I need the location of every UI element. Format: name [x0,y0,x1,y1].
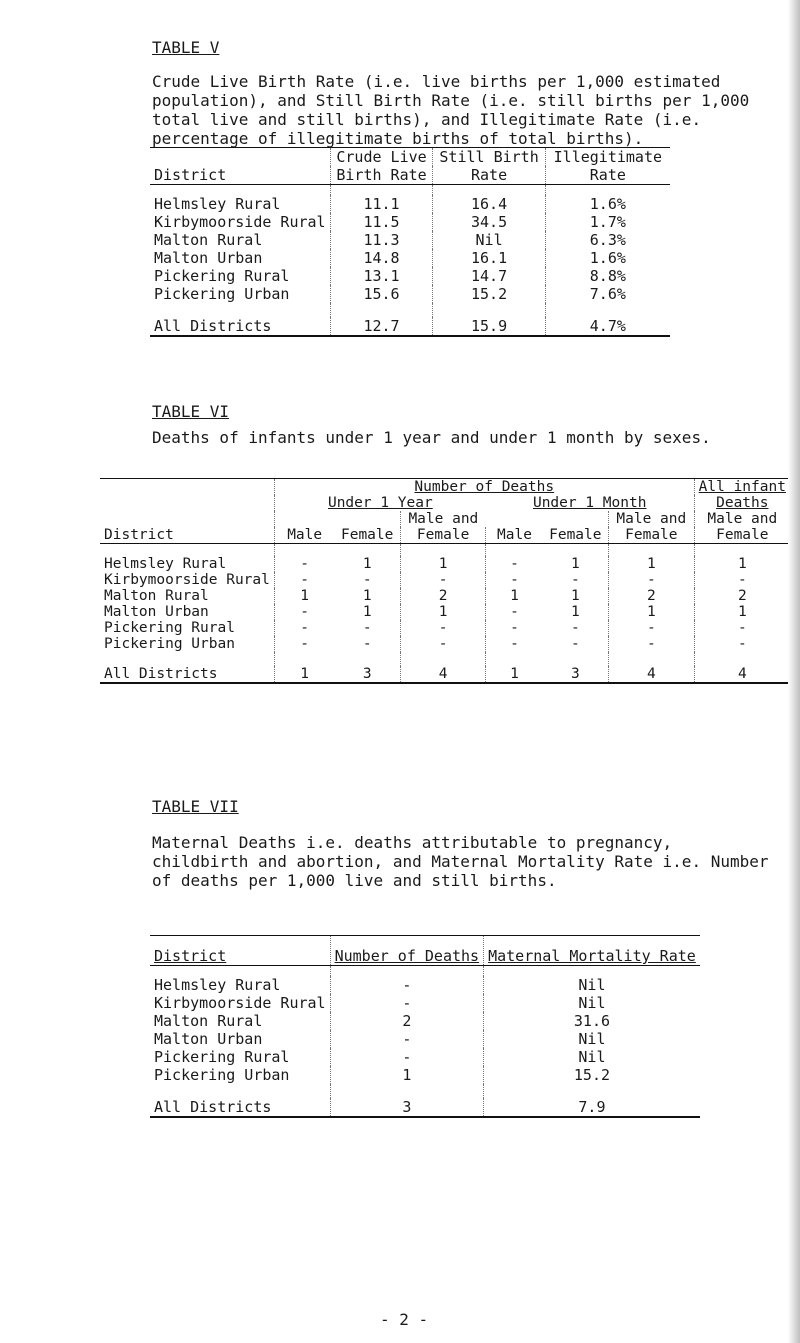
t5-header-district: District [154,166,227,184]
t6-header-district: District [104,527,174,543]
t6-header-female-2: Female [400,527,485,544]
table-row: Kirbymoorside Rural - Nil [150,994,700,1012]
table-6-description: Deaths of infants under 1 year and under 1 month by sexes. [152,428,711,447]
table-row: Malton Urban - Nil [150,1030,700,1048]
table-total-row: All Districts 3 7.9 [150,1098,700,1117]
table-7-title: TABLE VII [152,797,239,816]
t6-header-female-4: Female [609,527,695,544]
t5-header-still-2: Rate [433,166,545,185]
table-5 [150,147,670,337]
t7-header-district: District [154,947,227,965]
table-total-row: All Districts 1 3 4 1 3 4 4 [100,666,790,683]
table-row: Pickering Urban - - - - - - - [100,636,790,652]
t7-header-maternal-mortality-rate: Maternal Mortality Rate [484,936,700,966]
table-7-description: Maternal Deaths i.e. deaths attributable to pregnancy, childbirth and abortion, and Maternal Mortality Rate i.e. Number of deaths per 1,000 live and still births. [152,833,779,890]
t5-header-crude-1: Crude Live [330,148,433,167]
table-7 [150,935,700,1118]
table-row: Malton Rural 2 31.6 [150,1012,700,1030]
t6-header-male-and-2: Male and [609,511,695,527]
t6-header-under-1-month: Under 1 Month [532,495,647,511]
page-edge-shadow [788,0,800,1343]
t6-header-deaths: Deaths [694,495,790,511]
t6-header-male-and-3: Male and [694,511,790,527]
t6-header-male: Male [274,527,334,544]
table-row: Malton Urban - 1 1 - 1 1 1 [100,604,790,620]
table-total-row: All Districts 12.7 15.9 4.7% [150,317,670,336]
t5-header-crude-2: Birth Rate [330,166,433,185]
table-row: Kirbymoorside Rural 11.5 34.5 1.7% [150,213,670,231]
table-row: Malton Rural 1 1 2 1 1 2 2 [100,588,790,604]
table-row: Malton Urban 14.8 16.1 1.6% [150,249,670,267]
table-5-description: Crude Live Birth Rate (i.e. live births per 1,000 estimated population), and Still Birth Rate (i.e. still births per 1,000 total live and still births), and Illegitimate Rate (i.e. percentage of illegitimate births of total births). [152,72,759,148]
table-row: Pickering Rural - Nil [150,1048,700,1066]
table-row: Malton Rural 11.3 Nil 6.3% [150,231,670,249]
t5-header-still-1: Still Birth [433,148,545,167]
table-row: Helmsley Rural - 1 1 - 1 1 1 [100,556,790,572]
table-row: Pickering Urban 1 15.2 [150,1066,700,1084]
table-row: Kirbymoorside Rural - - - - - - - [100,572,790,588]
t6-header-female-3: Female [549,527,602,543]
table-row: Pickering Rural 13.1 14.7 8.8% [150,267,670,285]
t7-header-number-of-deaths: Number of Deaths [330,936,484,966]
t5-header-illeg-1: Illegitimate [545,148,670,167]
page-number: - 2 - [380,1310,429,1329]
t6-header-male-and-1: Male and [400,511,485,527]
table-row: Helmsley Rural 11.1 16.4 1.6% [150,195,670,213]
t6-header-female-5: Female [694,527,790,544]
table-row: Pickering Rural - - - - - - - [100,620,790,636]
t6-header-female: Female [340,527,394,543]
table-5-title: TABLE V [152,38,220,57]
table-row: Helmsley Rural - Nil [150,976,700,994]
t6-header-male-2: Male [486,527,543,544]
t6-header-under-1-year: Under 1 Year [274,495,485,511]
t6-header-all-infant: All infant [694,479,790,496]
t5-header-illeg-2: Rate [545,166,670,185]
table-6-title: TABLE VI [152,402,230,421]
table-row: Pickering Urban 15.6 15.2 7.6% [150,285,670,303]
table-6 [100,478,790,684]
t6-header-number-of-deaths: Number of Deaths [274,479,694,496]
